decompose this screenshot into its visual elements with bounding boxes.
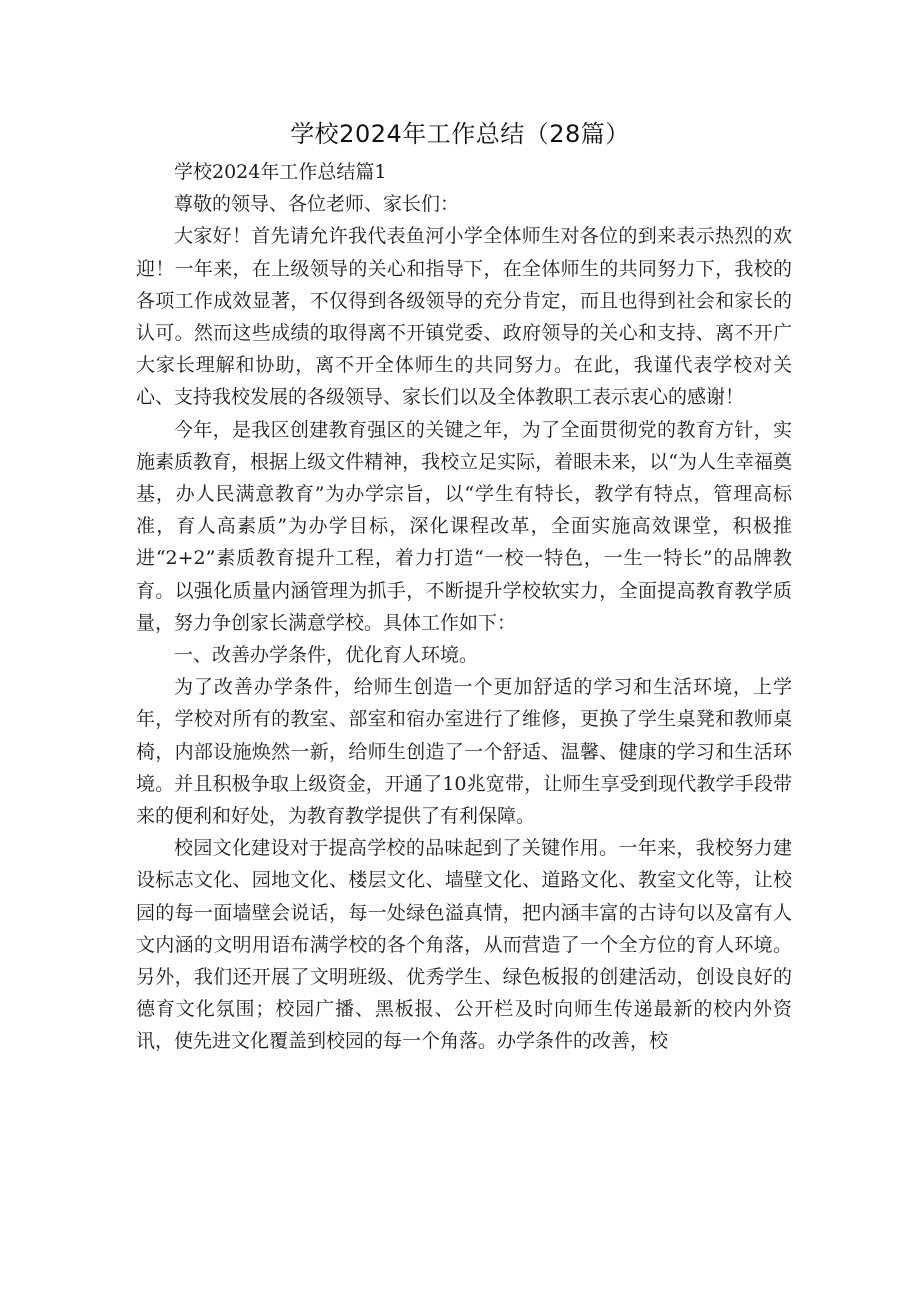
document-body [136, 156, 792, 1058]
paragraph-welcome: 大家好！首先请允许我代表鱼河小学全体师生对各位的到来表示热烈的欢迎！一年来，在上级领导的关心和指导下，在全体师生的共同努力下，我校的各项工作成效显著，不仅得到各级领导的充分肯定，而且也得到社会和家长的认可。然而这些成绩的取得离不开镇党委、政府领导的关心和支持、离不开广大家长理解和协助，离不开全体师生的共同努力。在此，我谨代表学校对关心、支持我校发展的各级领导、家长们以及全体教职工表示衷心的感谢！ [136, 225, 792, 409]
paragraph-culture: 校园文化建设对于提高学校的品味起到了关键作用。一年来，我校努力建设标志文化、园地文化、楼层文化、墙壁文化、道路文化、教室文化等，让校园的每一面墙壁会说话，每一处绿色溢真情，把内涵丰富的古诗句以及富有人文内涵的文明用语布满学校的各个角落，从而营造了一个全方位的育人环境。另外，我们还开展了文明班级、优秀学生、绿色板报的创建活动，创设良好的德育文化氛围；校园广播、黑板报、公开栏及时向师生传递最新的校内外资讯，使先进文化覆盖到校园的每一个角落。办学条件的改善，校 [136, 837, 792, 1053]
paragraph-goals: 今年，是我区创建教育强区的关键之年，为了全面贯彻党的教育方针，实施素质教育，根据上级文件精神，我校立足实际，着眼未来，以“为人生幸福奠基，办人民满意教育”为办学宗旨，以“学生有特长，教学有特点，管理高标准，育人高素质”为办学目标，深化课程改革，全面实施高效课堂，积极推进“2+2”素质教育提升工程，着力打造“一校一特色，一生一特长”的品牌教育。以强化质量内涵管理为抓手，不断提升学校软实力，全面提高教育教学质量，努力争创家长满意学校。具体工作如下： [136, 418, 792, 634]
subsection-heading: 一、改善办学条件，优化育人环境。 [174, 644, 479, 667]
paragraph-conditions: 为了改善办学条件，给师生创造一个更加舒适的学习和生活环境，上学年，学校对所有的教室、部室和宿办室进行了维修，更换了学生桌凳和教师桌椅，内部设施焕然一新，给师生创造了一个舒适、温馨、健康的学习和生活环境。并且积极争取上级资金，开通了10兆宽带，让师生享受到现代教学手段带来的便利和好处，为教育教学提供了有利保障。 [136, 676, 792, 828]
section-heading: 学校2024年工作总结篇1 [174, 161, 387, 183]
document-title: 学校2024年工作总结（28篇） [290, 120, 630, 148]
salutation: 尊敬的领导、各位老师、家长们： [174, 193, 460, 216]
